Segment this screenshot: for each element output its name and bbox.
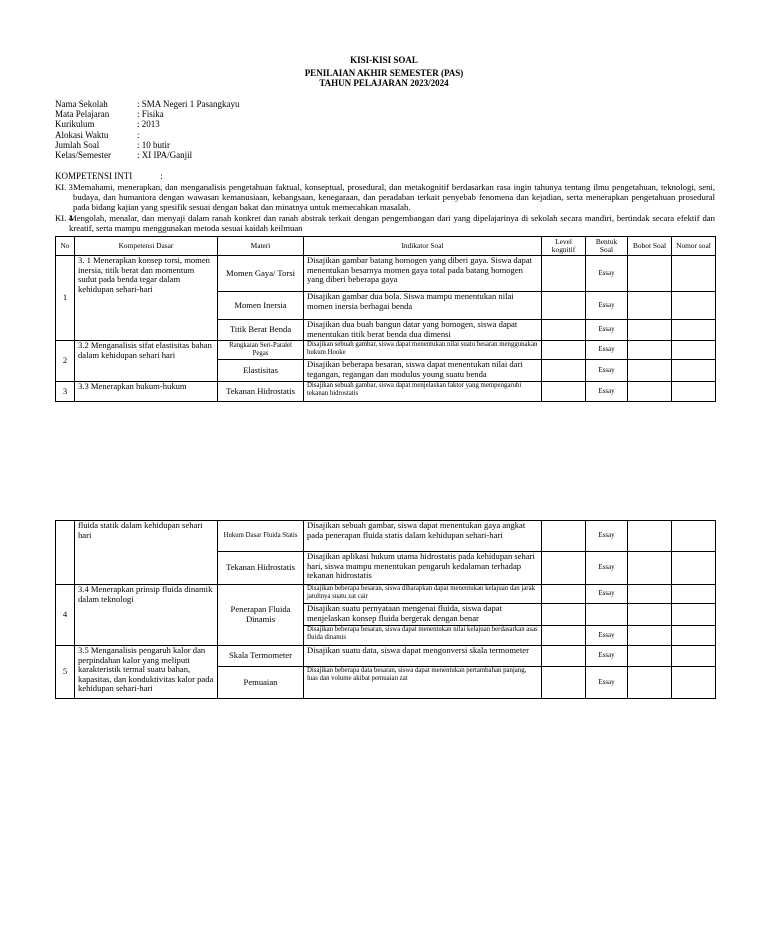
doc-title: KISI-KISI SOAL [350,55,418,65]
cell-nomor [672,667,716,699]
ki-text: Memahami, menerapkan, dan menganalisis pengetahuan faktual, konseptual, prosedural, dan metakognitif berdasarkan rasa ingin tahunya tentang ilmu pengetahuan, teknologi, seni, budaya, dan humaniora dengan wawasan kemanusiaan, kebangsaan, kenegaraan, dan peradaban terkait penyebab fenomena dan kejadian, serta menerapkan pengetahuan prosedural pada bidang kajian yang spesifik sesuai dengan bakat dan minatnya untuk memecahkan masalah. [73,182,715,212]
info-row [55,99,240,109]
ki-heading-label: KOMPETENSI INTI [55,171,133,181]
cell-bentuk: Essay [586,360,628,382]
cell-no: 5 [56,646,75,699]
info-row [55,140,240,150]
info-label: Kurikulum [55,119,95,130]
cell-materi: Hukum Dasar Fluida Statis [218,521,304,552]
cell-nomor [672,585,716,604]
cell-nomor [672,552,716,585]
cell-level [542,667,586,699]
cell-bobot [628,341,672,360]
table-row [56,585,716,604]
header-no: No [56,237,75,256]
header-indikator: Indikator Soal [304,237,542,256]
cell-indikator: Disajikan gambar batang homogen yang diberi gaya. Siswa dapat menentukan besarnya momen gaya total pada batang homogen yang diberi beberapa gaya [304,256,542,292]
cell-bentuk [586,604,628,626]
cell-bentuk: Essay [586,552,628,585]
ki-4 [55,213,715,233]
cell-bobot [628,604,672,626]
info-row [55,130,240,140]
kisi-table-page1 [55,236,716,402]
cell-nomor [672,256,716,292]
cell-kd: 3.2 Menganalisis sifat elastisitas bahan dalam kehidupan sehari hari [75,341,218,382]
info-row [55,119,240,129]
cell-indikator: Disajikan sebuah gambar, siswa dapat menentukan nilai suatu besaran menggunakan hukum Hooke [304,341,542,360]
cell-level [542,382,586,402]
cell-nomor [672,646,716,667]
cell-bobot [628,382,672,402]
cell-bobot [628,360,672,382]
cell-materi: Tekanan Hidrostatis [218,552,304,585]
cell-no: 2 [56,341,75,382]
cell-nomor [672,292,716,320]
header-nomor: Nomor soal [672,237,716,256]
cell-bobot [628,256,672,292]
table-row [56,521,716,552]
cell-no: 3 [56,382,75,402]
ki-number: KI. 3 [55,182,73,192]
cell-materi: Titik Berat Benda [218,320,304,341]
cell-no: 4 [56,585,75,646]
info-value: : 10 butir [137,139,170,150]
cell-level [542,585,586,604]
cell-level [542,646,586,667]
doc-year: TAHUN PELAJARAN 2023/2024 [319,78,449,88]
cell-level [542,292,586,320]
cell-nomor [672,521,716,552]
table-row [56,341,716,360]
cell-level [542,256,586,292]
kisi-table-page2 [55,520,716,699]
info-label: Mata Pelajaran [55,109,110,120]
cell-indikator: Disajikan beberapa besaran, siswa diharapkan dapat menentukan kelajuan dan jarak jatuhnya suatu zat cair [304,585,542,604]
cell-materi: Rangkaian Seri-Paralel Pegas [218,341,304,360]
cell-level [542,552,586,585]
cell-no [56,521,75,585]
cell-kd: 3.5 Menganalisis pengaruh kalor dan perpindahan kalor yang meliputi karakteristik termal suatu bahan, kapasitas, dan konduktivitas kalor pada kehidupan sehari-hari [75,646,218,699]
cell-kd: 3. 1 Menerapkan konsep torsi, momen inersia, titik berat dan momentum sudut pada benda tegar dalam kehidupan sehari-hari [75,256,218,341]
table-row [56,382,716,402]
info-value: : SMA Negeri 1 Pasangkayu [137,99,240,109]
cell-indikator: Disajikan sebuah gambar, siswa dapat menjelaskan faktor yang mempengaruhi tekanan hidrostatis [304,382,542,402]
cell-indikator: Disajikan dua buah bangun datar yang homogen, siswa dapat menentukan titik berat benda dua dimensi [304,320,542,341]
ki-3 [55,182,715,212]
cell-bentuk: Essay [586,646,628,667]
cell-bentuk: Essay [586,382,628,402]
header-level: Level kognitif [542,237,586,256]
cell-bobot [628,552,672,585]
cell-bentuk: Essay [586,292,628,320]
cell-bobot [628,626,672,646]
cell-materi: Pemuaian [218,667,304,699]
cell-nomor [672,360,716,382]
cell-level [542,521,586,552]
info-label: Nama Sekolah [55,99,108,109]
cell-bentuk: Essay [586,256,628,292]
cell-indikator: Disajikan beberapa besaran, siswa dapat menentukan nilai kelajuan berdasarkan asas fluida dinamis [304,626,542,646]
ki-number: KI. 4 [55,213,73,223]
cell-kd: 3.3 Menerapkan hukum-hukum [75,382,218,402]
info-label: Alokasi Waktu [55,129,109,140]
cell-kd: fluida statik dalam kehidupan sehari hari [75,521,218,585]
ki-heading-colon: : [160,171,163,181]
cell-materi: Penerapan Fluida Dinamis [218,585,304,646]
ki-heading [55,171,163,181]
info-row [55,150,240,160]
info-label: Jumlah Soal [55,139,100,150]
cell-bobot [628,585,672,604]
cell-nomor [672,320,716,341]
cell-indikator: Disajikan beberapa besaran, siswa dapat menentukan nilai dari tegangan, regangan dan modulus young suatu benda [304,360,542,382]
header-materi: Materi [218,237,304,256]
identity-block [55,99,240,160]
info-value: : [137,129,140,140]
table-header-row [56,237,716,256]
cell-materi: Skala Termometer [218,646,304,667]
cell-indikator: Disajikan gambar dua bola. Siswa mampu menentukan nilai momen inersia berbagai benda [304,292,542,320]
cell-level [542,626,586,646]
table-row [56,646,716,667]
header-bentuk: Bentuk Soal [586,237,628,256]
cell-materi: Elastisitas [218,360,304,382]
cell-level [542,604,586,626]
cell-bentuk: Essay [586,521,628,552]
doc-subtitle: PENILAIAN AKHIR SEMESTER (PAS) [304,68,464,78]
cell-bobot [628,521,672,552]
header-kd: Kompetensi Dasar [75,237,218,256]
cell-bentuk: Essay [586,626,628,646]
cell-bentuk: Essay [586,320,628,341]
cell-nomor [672,604,716,626]
info-value: : XI IPA/Ganjil [137,150,193,161]
cell-no: 1 [56,256,75,341]
cell-materi: Momen Inersia [218,292,304,320]
cell-bobot [628,667,672,699]
cell-bentuk: Essay [586,585,628,604]
header-bobot: Bobot Soal [628,237,672,256]
cell-nomor [672,382,716,402]
cell-materi: Momen Gaya/ Torsi [218,256,304,292]
info-row [55,109,240,119]
info-value: : 2013 [137,119,160,130]
cell-kd: 3.4 Menerapkan prinsip fluida dinamik dalam teknologi [75,585,218,646]
cell-nomor [672,341,716,360]
cell-bentuk: Essay [586,341,628,360]
info-label: Kelas/Semester [55,150,111,161]
ki-text: Mengolah, menalar, dan menyaji dalam ranah konkret dan ranah abstrak terkait dengan pengembangan dari yang dipelajarinya di sekolah secara mandiri, bertindak secara efektif dan kreatif, serta mampu menggunakan metoda sesuai kaidah keilmuan [69,213,715,233]
cell-indikator: Disajikan beberapa data besaran, siswa dapat menentukan pertambahan panjang, luas dan volume akibat pemuaian zat [304,667,542,699]
cell-bobot [628,292,672,320]
cell-nomor [672,626,716,646]
cell-level [542,341,586,360]
cell-indikator: Disajikan sebuah gambar, siswa dapat menentukan gaya angkat pada penerapan fluida statis dalam kehidupan sehari-hari [304,521,542,552]
table-row [56,256,716,292]
cell-bentuk: Essay [586,667,628,699]
cell-materi: Tekanan Hidrostatis [218,382,304,402]
cell-bobot [628,320,672,341]
cell-bobot [628,646,672,667]
cell-level [542,360,586,382]
info-value: : Fisika [137,109,164,120]
cell-indikator: Disajikan suatu data, siswa dapat mengonversi skala termometer [304,646,542,667]
cell-indikator: Disajikan suatu pernyataan mengenai fluida, siswa dapat menjelaskan konsep fluida bergerak dengan benar [304,604,542,626]
cell-indikator: Disajikan aplikasi hukum utama hidrostatis pada kehidupan sehari hari, siswa mampu menentukan pengaruh kedalaman terhadap tekanan hidrostatis [304,552,542,585]
cell-level [542,320,586,341]
